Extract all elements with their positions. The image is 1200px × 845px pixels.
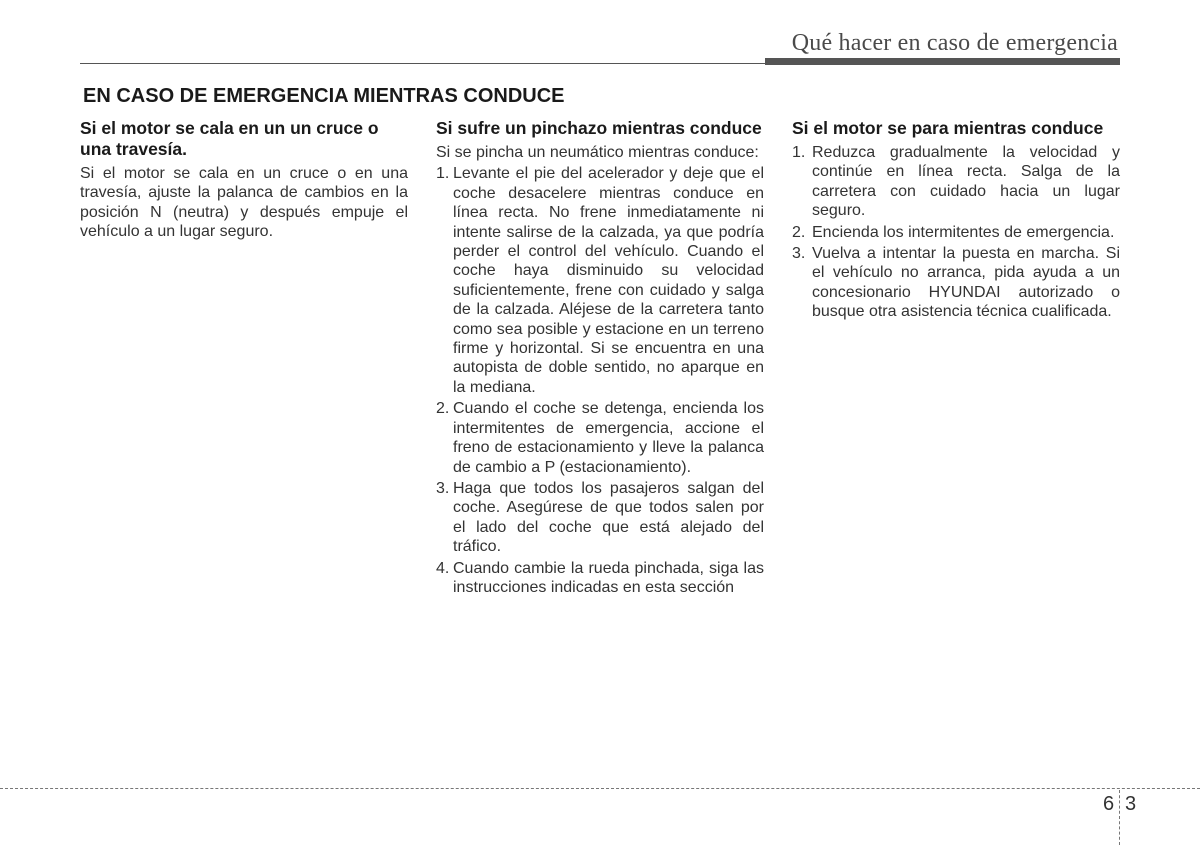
list-item (436, 164, 764, 397)
column-intro: Si se pincha un neumático mientras conduce: (436, 144, 759, 161)
header-rule (80, 63, 766, 64)
header-rule-accent (765, 58, 1120, 65)
step-text: Encienda los intermitentes de emergencia. (812, 223, 1115, 241)
column-heading: Si el motor se cala en un un cruce o una travesía. (80, 118, 379, 159)
step-number: 1. (792, 144, 806, 161)
step-text: Haga que todos los pasajeros salgan del coche. Asegúrese de que todos salen por el lado del coche que está alejado del tráfico. (453, 479, 764, 556)
column-engine-stops (792, 118, 1120, 324)
column-heading: Si sufre un pinchazo mientras conduce (436, 118, 762, 138)
column-flat-tire (436, 118, 764, 599)
list-item (792, 244, 1120, 322)
step-number: 3. (436, 479, 450, 497)
column-engine-stall-crossing (80, 118, 408, 242)
list-item (436, 479, 764, 557)
list-item (436, 559, 764, 598)
step-number: 1. (436, 165, 450, 183)
step-text: Reduzca gradualmente la velocidad y continúe en línea recta. Salga de la carretera con cuidado hacia un lugar seguro. (812, 144, 1120, 220)
list-item (792, 143, 1120, 221)
step-text: Cuando cambie la rueda pinchada, siga las instrucciones indicadas en esta sección (453, 559, 764, 596)
step-number: 2. (792, 223, 806, 241)
page-number: 3 (1125, 793, 1137, 815)
column-body: Si el motor se cala en un cruce o en una travesía, ajuste la palanca de cambios en la posición N (neutra) y después empuje el vehículo a un lugar seguro. (80, 165, 408, 241)
step-number: 4. (436, 559, 450, 577)
list-item (792, 223, 1120, 242)
section-title: EN CASO DE EMERGENCIA MIENTRAS CONDUCE (83, 85, 565, 107)
step-number: 3. (792, 245, 806, 263)
column-heading: Si el motor se para mientras conduce (792, 118, 1104, 138)
step-text: Vuelva a intentar la puesta en marcha. Si el vehículo no arranca, pida ayuda a un concesionario HYUNDAI autorizado o busque otra asistencia técnica cualificada. (812, 245, 1120, 321)
steps-list (792, 143, 1120, 322)
steps-list (436, 164, 764, 597)
footer-divider (0, 788, 1200, 789)
chapter-title: Qué hacer en caso de emergencia (791, 30, 1118, 56)
step-text: Cuando el coche se detenga, encienda los intermitentes de emergencia, accione el freno de estacionamiento y lleve la palanca de cambio a P (estacionamiento). (453, 400, 764, 476)
page-number-divider (1119, 790, 1120, 845)
step-text: Levante el pie del acelerador y deje que el coche desacelere mientras conduce en línea recta. No frene inmediatamente ni intente salirse de la calzada, ya que podría perder el control del vehículo. Cuando el coche haya disminuido su velocidad suficientemente, frene con cuidado y salga de la calzada. Aléjese de la carretera tanto como sea posible y estacione en un terreno firme y horizontal. Si se encuentra en una autopista de doble sentido, no aparque en la mediana. (453, 165, 764, 396)
chapter-number: 6 (1103, 793, 1115, 815)
list-item (436, 399, 764, 477)
step-number: 2. (436, 400, 450, 418)
